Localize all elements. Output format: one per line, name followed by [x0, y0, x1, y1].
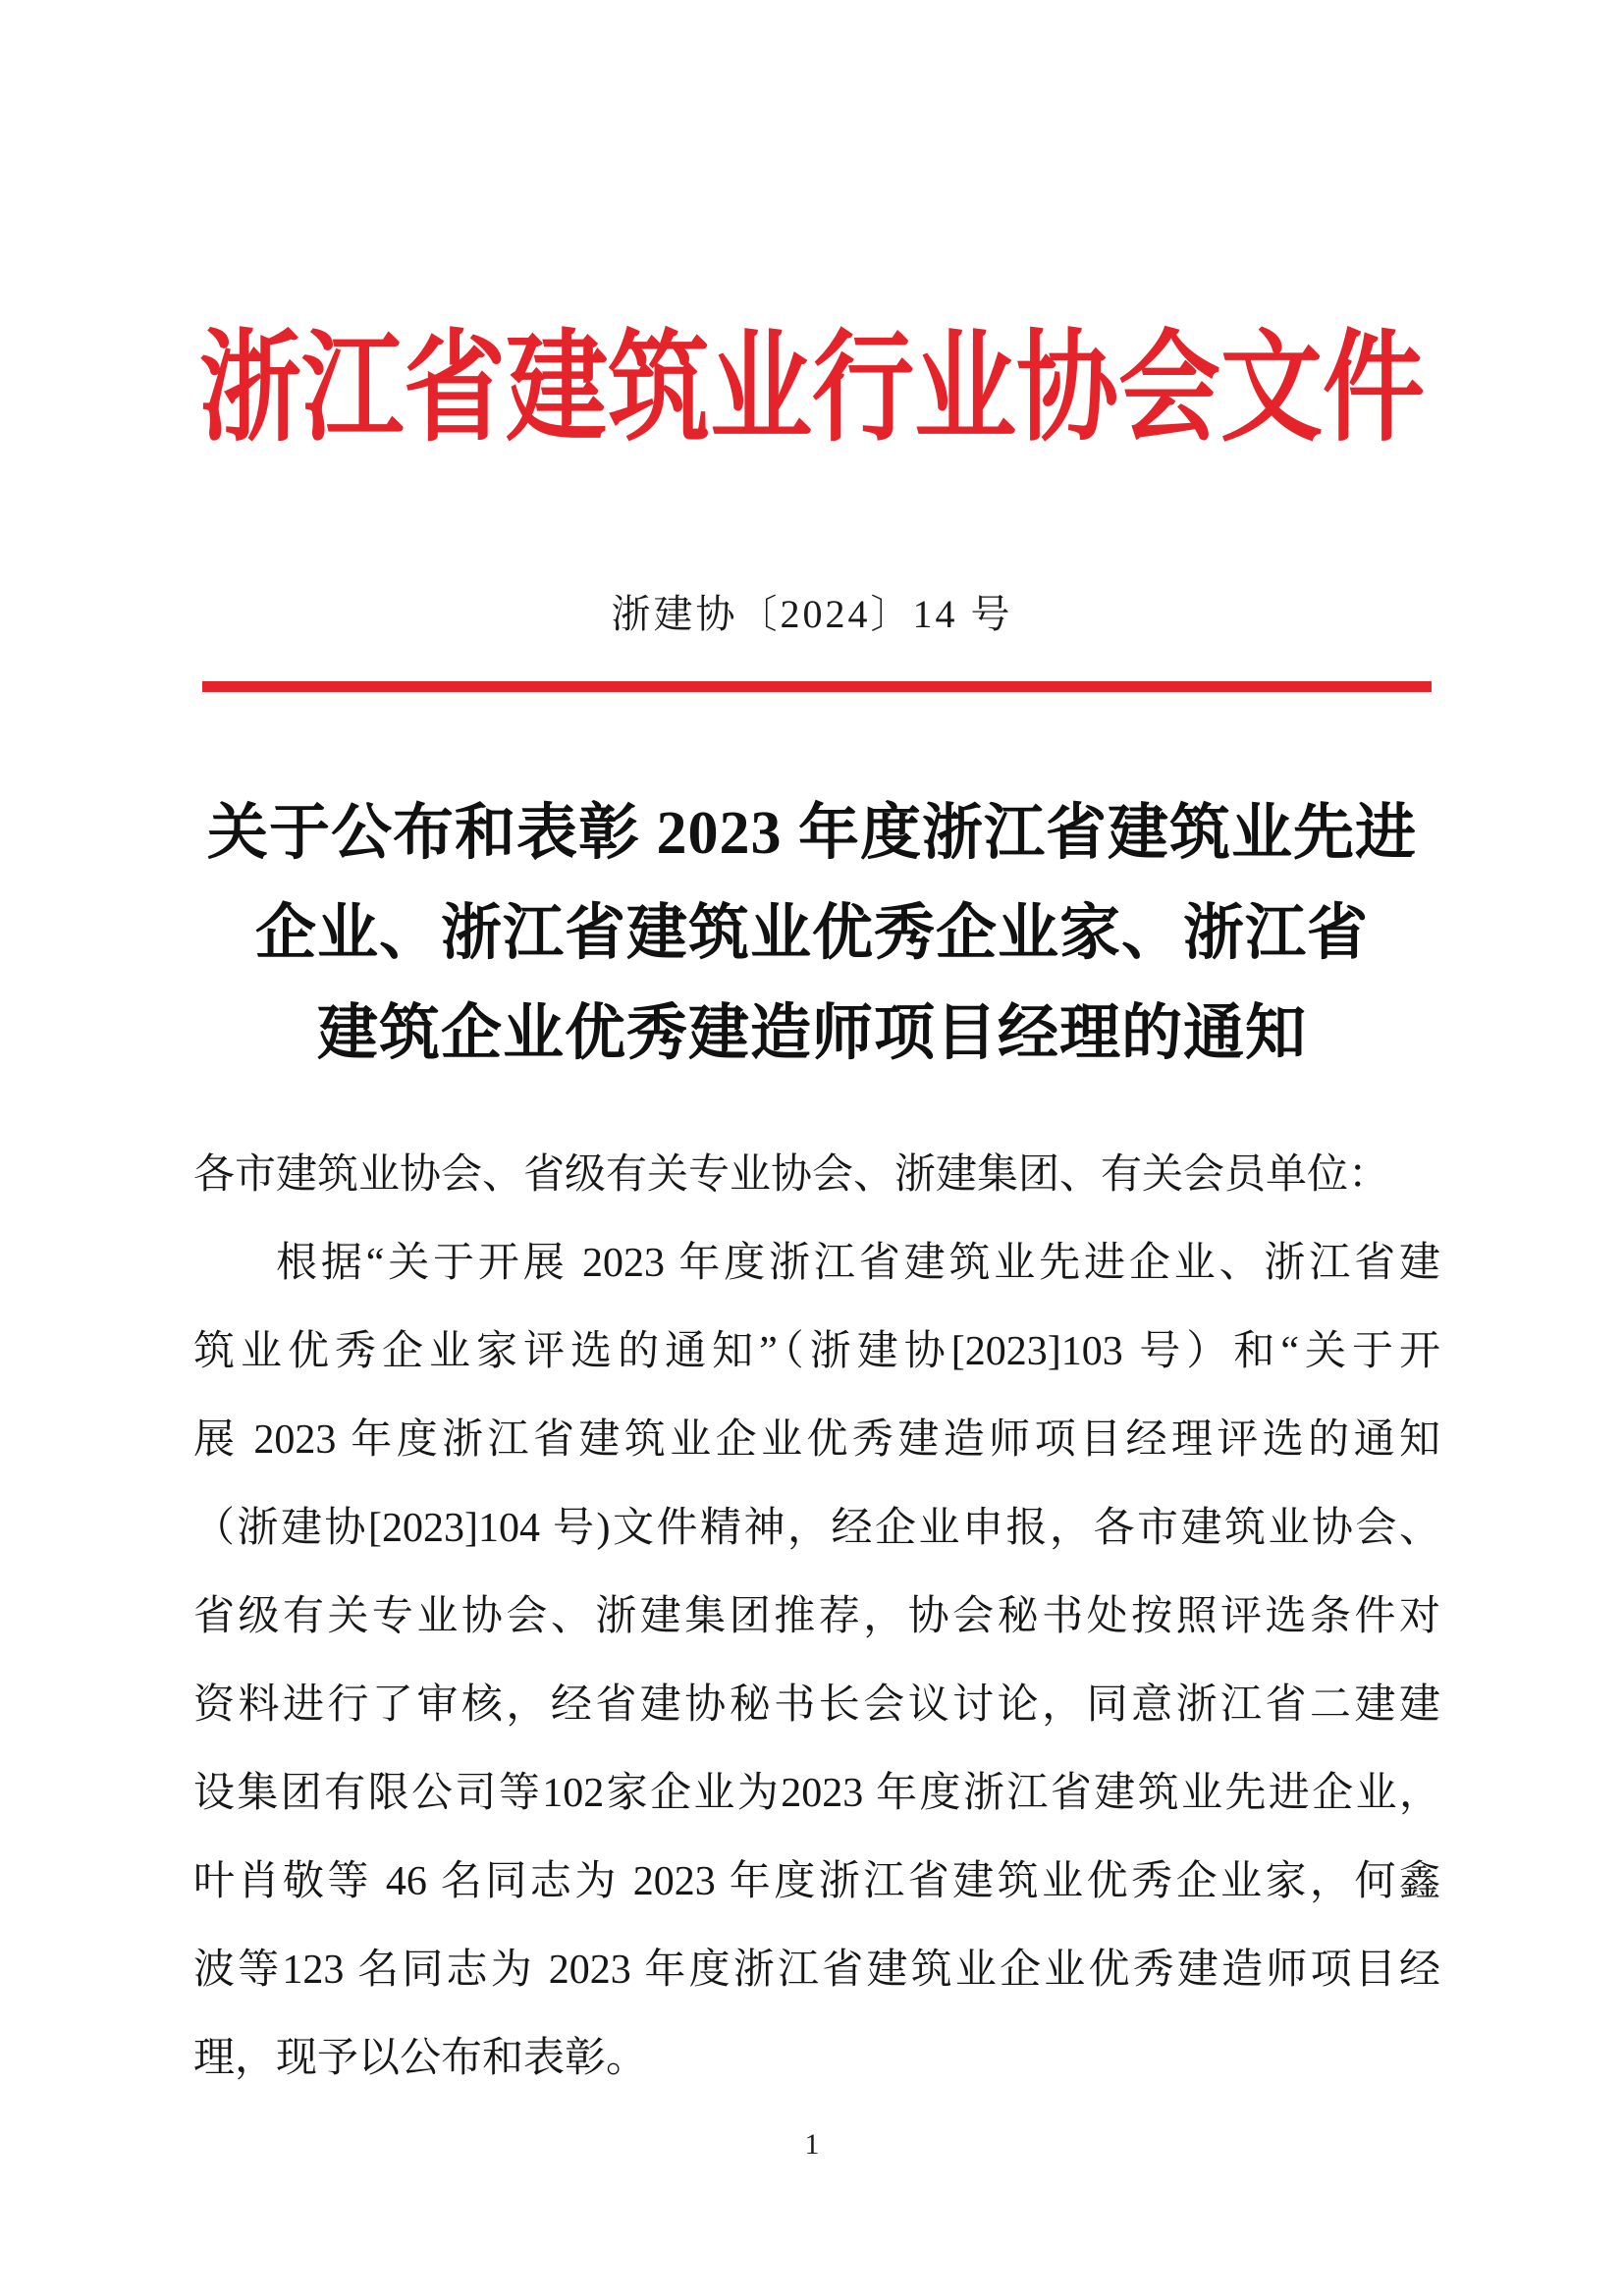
- body-line: 波等123 名同志为 2023 年度浙江省建筑业企业优秀建造师项目经: [193, 1948, 1440, 1993]
- body-line: 省级有关专业协会、浙建集团推荐，协会秘书处按照评选条件对: [193, 1594, 1440, 1639]
- body-text: [193, 1131, 1440, 2103]
- org-header-title: 浙江省建筑业行业协会文件: [198, 322, 1425, 456]
- body-line: 资料进行了审核，经省建协秘书长会议讨论，同意浙江省二建建: [193, 1682, 1440, 1728]
- body-line: 理，现予以公布和表彰。: [193, 2036, 648, 2081]
- body-line: 筑业优秀企业家评选的通知”（浙建协[2023]103 号）和“关于开: [193, 1329, 1440, 1374]
- notice-title: [0, 783, 1624, 1084]
- notice-title-line-1: 关于公布和表彰 2023 年度浙江省建筑业先进: [206, 800, 1417, 867]
- doc-number: 浙建协〔2024〕14 号: [611, 592, 1013, 636]
- notice-title-line-3: 建筑企业优秀建造师项目经理的通知: [316, 1000, 1307, 1067]
- body-line: 根据“关于开展 2023 年度浙江省建筑业先进企业、浙江省建: [276, 1241, 1440, 1286]
- body-line: 展 2023 年度浙江省建筑业企业优秀建造师项目经理评选的通知: [193, 1417, 1440, 1463]
- notice-title-line-2: 企业、浙江省建筑业优秀企业家、浙江省: [254, 900, 1369, 967]
- body-line: （浙建协[2023]104 号)文件精神，经企业申报，各市建筑业协会、: [193, 1506, 1440, 1551]
- salutation: 各市建筑业协会、省级有关专业协会、浙建集团、有关会员单位：: [193, 1152, 1390, 1198]
- red-divider-line: [202, 681, 1432, 692]
- body-line: 设集团有限公司等102家企业为2023 年度浙江省建筑业先进企业，: [193, 1771, 1440, 1816]
- body-line: 叶肖敬等 46 名同志为 2023 年度浙江省建筑业优秀企业家，何鑫: [193, 1859, 1440, 1904]
- page-number: 1: [804, 2128, 820, 2161]
